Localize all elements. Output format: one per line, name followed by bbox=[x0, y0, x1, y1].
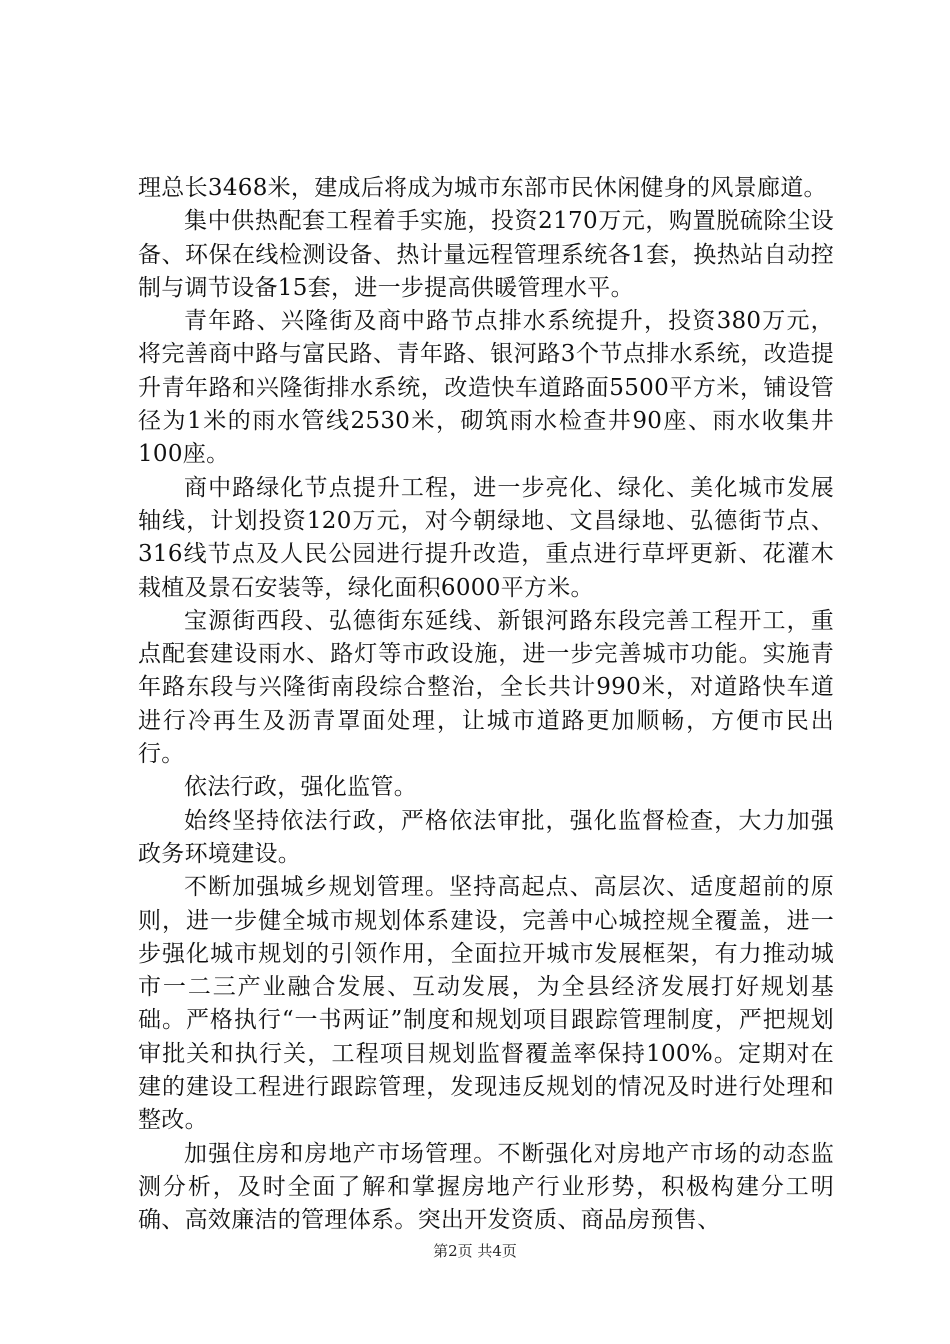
paragraph-continuation: 理总长3468米，建成后将成为城市东部市民休闲健身的风景廊道。 bbox=[138, 175, 827, 201]
document-body bbox=[138, 172, 834, 1238]
paragraph-housing-market: 加强住房和房地产市场管理。不断强化对房地产市场的动态监测分析，及时全面了解和掌握房地产行业形势，积极构建分工明确、高效廉洁的管理体系。突出开发资质、商品房预售、 bbox=[138, 1140, 834, 1234]
paragraph-greening-project: 商中路绿化节点提升工程，进一步亮化、绿化、美化城市发展轴线，计划投资120万元，对今朝绿地、文昌绿地、弘德街节点、316线节点及人民公园进行提升改造，重点进行草坪更新、花灌木栽植及景石安装等，绿化面积6000平方米。 bbox=[138, 474, 834, 601]
paragraph-road-improvement: 宝源街西段、弘德街东延线、新银河路东段完善工程开工，重点配套建设雨水、路灯等市政设施，进一步完善城市功能。实施青年路东段与兴隆街南段综合整治，全长共计990米，对道路快车道进行冷再生及沥青罩面处理，让城市道路更加顺畅，方便市民出行。 bbox=[138, 607, 834, 768]
section-heading: 依法行政，强化监管。 bbox=[184, 774, 417, 801]
paragraph-drainage-upgrade: 青年路、兴隆街及商中路节点排水系统提升，投资380万元，将完善商中路与富民路、青年路、银河路3个节点排水系统，改造提升青年路和兴隆街排水系统，改造快车道路面5500平方米，铺设管径为1米的雨水管线2530米，砌筑雨水检查井90座、雨水收集井100座。 bbox=[138, 308, 834, 468]
paragraph-administration: 始终坚持依法行政，严格依法审批，强化监督检查，大力加强政务环境建设。 bbox=[138, 807, 834, 867]
paragraph-planning-management: 不断加强城乡规划管理。坚持高起点、高层次、适度超前的原则，进一步健全城市规划体系建设，完善中心城控规全覆盖，进一步强化城市规划的引领作用，全面拉开城市发展框架，有力推动城市一二三产业融合发展、互动发展，为全县经济发展打好规划基础。严格执行“一书两证”制度和规划项目跟踪管理制度，严把规划审批关和执行关，工程项目规划监督覆盖率保持100%。定期对在建的建设工程进行跟踪管理，发现违反规划的情况及时进行处理和整改。 bbox=[138, 874, 834, 1134]
page-number-footer: 第2页 共4页 bbox=[433, 1242, 517, 1260]
paragraph-central-heating: 集中供热配套工程着手实施，投资2170万元，购置脱硫除尘设备、环保在线检测设备、热计量远程管理系统各1套，换热站自动控制与调节设备15套，进一步提高供暖管理水平。 bbox=[138, 208, 834, 301]
